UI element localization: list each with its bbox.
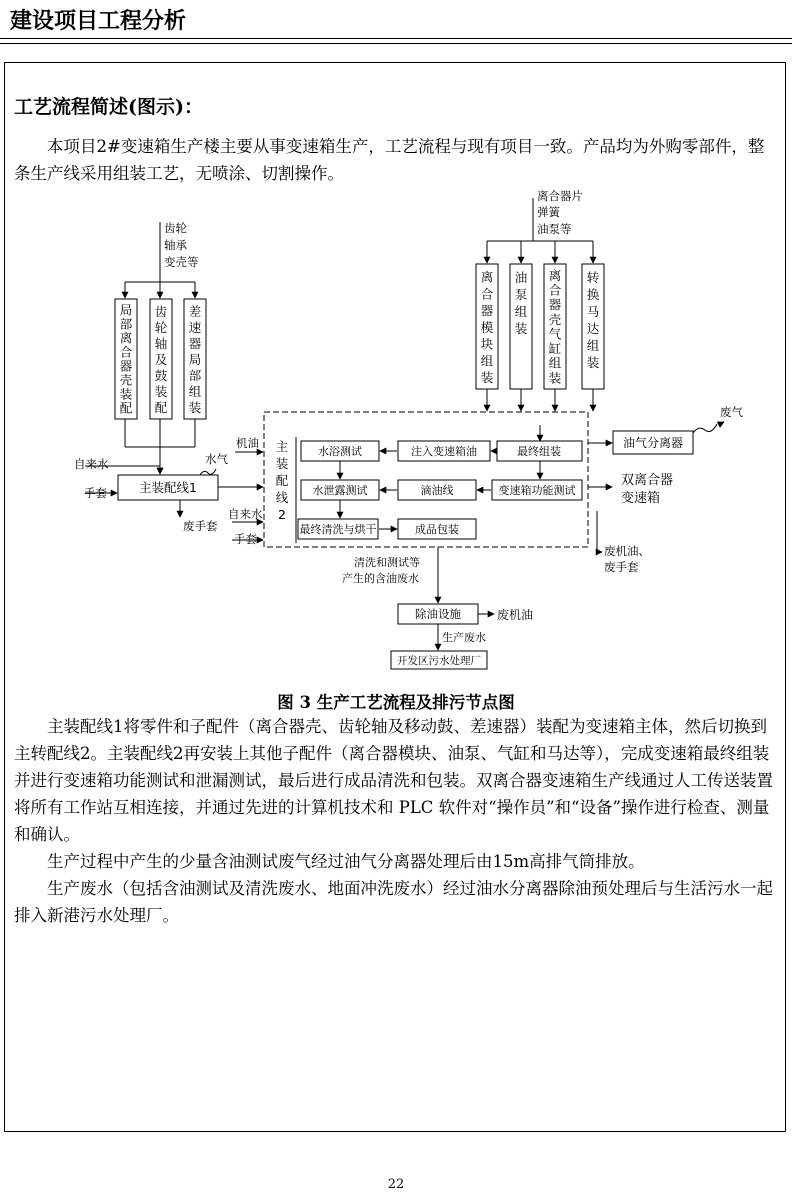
left-input-2: 轴承 (164, 238, 187, 252)
production-wastewater: 生产废水 (442, 631, 486, 644)
process-flow-diagram (0, 188, 792, 683)
gloves-in-2: 手套 (234, 532, 257, 546)
main-line-1-label: 主装配线1 (139, 480, 197, 495)
right-box-3: 离合器壳气缸组装 (548, 267, 562, 386)
waste-gas-output: 废气 (720, 405, 743, 419)
header-rule-bottom (0, 43, 792, 44)
deoiling-facility: 除油设施 (415, 607, 461, 621)
main-line-2-label: 主装配线 2 (275, 438, 289, 522)
step-packaging: 成品包装 (415, 523, 459, 536)
wastewater-plant: 开发区污水处理厂 (397, 655, 481, 667)
left-box-1: 局部离合器壳装配 (119, 302, 133, 416)
gloves-in-1: 手套 (84, 486, 107, 500)
mist-output: 水气 (205, 452, 228, 466)
step-final-clean-dry: 最终清洗与烘干 (299, 523, 377, 536)
waste-oil-gloves-2: 废手套 (604, 560, 639, 574)
oily-water-1: 清洗和测试等 (354, 556, 420, 569)
water-in-1: 自来水 (74, 457, 109, 471)
step-drip-line: 滴油线 (420, 484, 454, 497)
paragraph-wastewater: 生产废水（包括含油测试及清洗废水、地面冲洗废水）经过油水分离器除油预处理后与生活污水一起排入新港污水处理厂。 (14, 879, 773, 925)
left-input-3: 变壳等 (164, 255, 199, 269)
step-leak-test: 水泄露测试 (312, 484, 368, 497)
left-box-3: 差速器局部组装 (188, 304, 202, 416)
step-inject-oil: 注入变速箱油 (411, 445, 477, 458)
oily-water-2: 产生的含油废水 (342, 572, 419, 585)
paragraph-waste-gas: 生产过程中产生的少量含油测试废气经过油气分离器处理后由15m高排气筒排放。 (47, 852, 645, 871)
right-box-4: 转换马达组装 (586, 269, 600, 370)
right-input-3: 油泵等 (537, 222, 572, 236)
paragraph-assembly: 主装配线1将零件和子配件（离合器壳、齿轮轴及移动鼓、差速器）装配为变速箱主体，然后切换到主转配线2。主装配线2再安装上其他子配件（离合器模块、油泵、气缸和马达等），完成变速箱最终组装并进行变速箱功能测试和泄漏测试，最后进行成品清洗和包装。双离合器变速箱生产线通过人工传送装置将所有工作站互相连接，并通过先进的计算机技术和 PLC 软件对“操作员”和“设备”操作进行检查、测量和确认。 (14, 717, 773, 844)
water-in-2: 自来水 (228, 507, 263, 521)
product-line-1: 双离合器 (621, 473, 674, 488)
right-box-2: 油泵组装 (514, 269, 528, 336)
header-rule-top (0, 38, 792, 39)
waste-oil-output: 废机油 (497, 608, 534, 622)
right-input-1: 离合器片 (537, 189, 583, 203)
step-final-assembly: 最终组装 (517, 445, 561, 458)
oil-input: 机油 (236, 436, 259, 450)
figure-caption: 图 3 生产工艺流程及排污节点图 (277, 693, 515, 712)
section-title: 工艺流程简述(图示)： (14, 96, 203, 118)
product-line-2: 变速箱 (621, 491, 661, 506)
step-water-bath-test: 水浴测试 (318, 445, 362, 458)
step-function-test: 变速箱功能测试 (498, 484, 576, 497)
waste-oil-gloves-1: 废机油、 (604, 544, 650, 558)
oil-gas-separator: 油气分离器 (622, 436, 684, 450)
right-input-2: 弹簧 (537, 205, 560, 219)
left-input-1: 齿轮 (164, 221, 187, 235)
page-number: 22 (387, 1177, 405, 1192)
intro-paragraph: 本项目2#变速箱生产楼主要从事变速箱生产，工艺流程与现有项目一致。产品均为外购零部件，整条生产线采用组装工艺，无喷涂、切割操作。 (14, 137, 765, 183)
waste-gloves-output: 废手套 (183, 519, 218, 533)
right-box-1: 离合器模块组装 (480, 269, 494, 385)
left-box-2: 齿轮轴及鼓装配 (154, 304, 168, 416)
page-header-title: 建设项目工程分析 (10, 9, 187, 34)
